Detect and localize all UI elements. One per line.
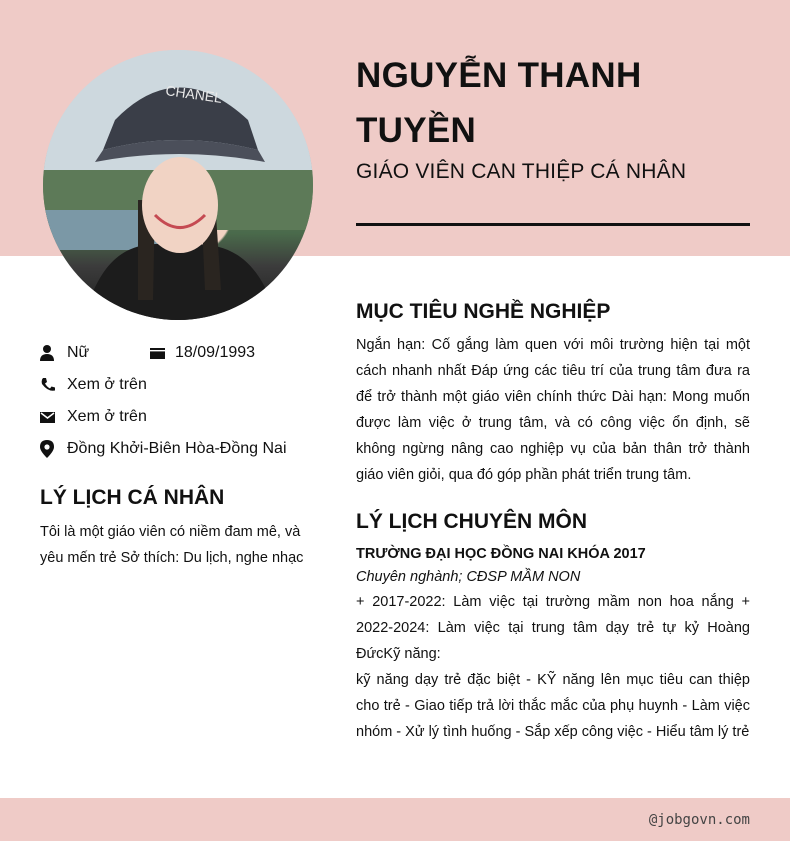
- personal-heading: LÝ LỊCH CÁ NHÂN: [40, 486, 225, 509]
- experience-text: + 2017-2022: Làm việc tại trường mầm non hoa nắng + 2022-2024: Làm việc tại trung tâm dạy trẻ tự kỷ Hoàng ĐứcKỹ năng:: [356, 594, 750, 662]
- profile-photo: [43, 50, 313, 320]
- major-text: Chuyên nghành; CĐSP MẦM NON: [356, 569, 581, 585]
- personal-text: Tôi là một giáo viên có niềm đam mê, và yêu mến trẻ Sở thích: Du lịch, nghe nhạc: [40, 524, 304, 566]
- phone-text: Xem ở trên: [67, 376, 147, 393]
- footer-website: @jobgovn.com: [648, 812, 750, 828]
- mail-icon: [40, 408, 56, 426]
- school-name: TRƯỜNG ĐẠI HỌC ĐỒNG NAI KHÓA 2017: [356, 546, 646, 562]
- phone-icon: [40, 376, 56, 394]
- skills-text: kỹ năng dạy trẻ đặc biệt - KỸ năng lên mục tiêu can thiệp cho trẻ - Giao tiếp trả lời thắc mắc của phụ huynh - Làm việc nhóm - Xử lý tình huống - Sắp xếp công việc - Hiểu tâm lý trẻ: [356, 672, 750, 740]
- svg-text:CHANEL: CHANEL: [164, 82, 224, 106]
- objective-heading: MỤC TIÊU NGHỀ NGHIỆP: [356, 300, 611, 323]
- birthdate-text: 18/09/1993: [175, 344, 256, 361]
- user-icon: [40, 344, 56, 362]
- calendar-icon: [150, 344, 166, 362]
- objective-text: Ngắn hạn: Cố gắng làm quen với môi trường hiện tại một cách nhanh nhất Đáp ứng các tiêu trí của trung tâm đưa ra để trở thành một giáo viên chính thức Dài hạn: Mong muốn được làm việc ở trung tâm, và có công việc ổn định, sẽ không ngừng nâng cao nghiệp vụ của bản thân trở thành giáo viên giỏi, qua đó góp phần phát triển trung tâm.: [356, 337, 750, 483]
- candidate-name: NGUYỄN THANH TUYỀN: [356, 56, 642, 150]
- gender-text: Nữ: [67, 344, 90, 361]
- job-title: GIÁO VIÊN CAN THIỆP CÁ NHÂN: [356, 160, 687, 183]
- address-text: Đồng Khởi-Biên Hòa-Đồng Nai: [67, 440, 287, 457]
- location-pin-icon: [40, 440, 56, 458]
- title-divider: [356, 223, 750, 226]
- email-text: Xem ở trên: [67, 408, 147, 425]
- professional-heading: LÝ LỊCH CHUYÊN MÔN: [356, 510, 587, 533]
- portrait-photo-icon: [43, 50, 313, 320]
